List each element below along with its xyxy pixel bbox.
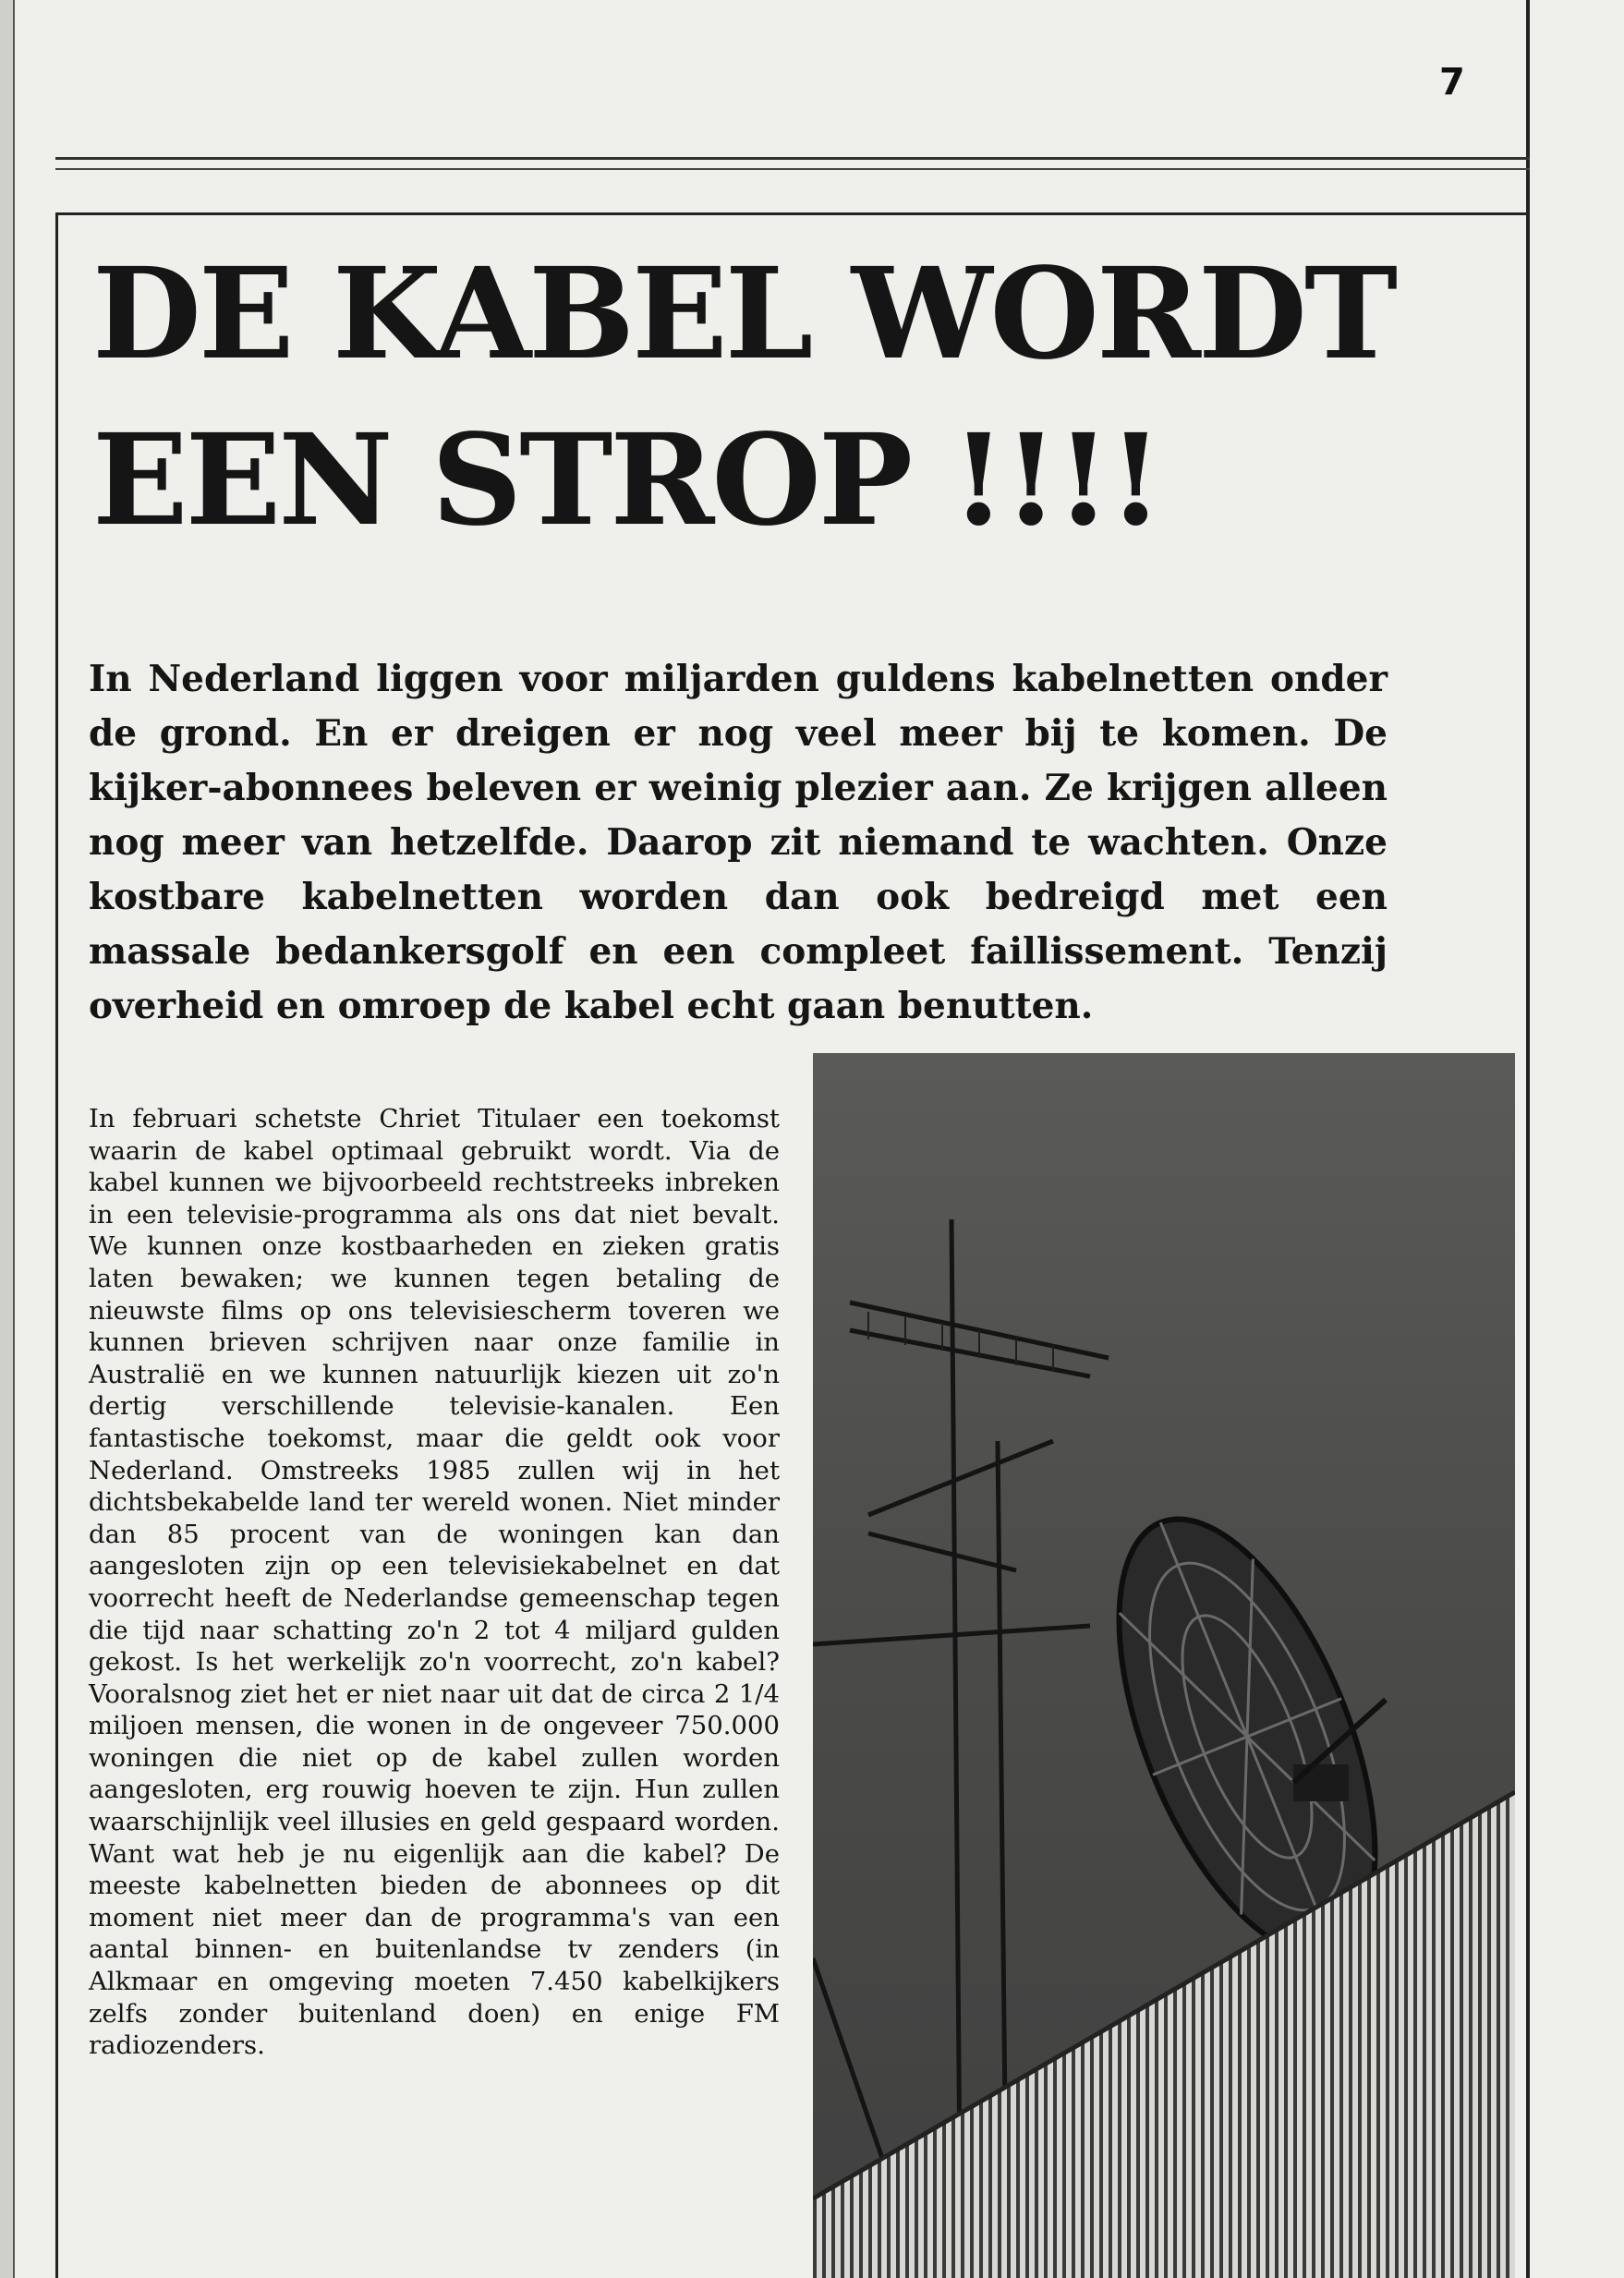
header-rule-bottom	[55, 168, 1530, 170]
headline-line-2: EEN STROP !!!!	[92, 406, 1161, 554]
article-body: In februari schetste Chriet Titulaer een toekomst waarin de kabel optimaal gebruikt wordt. Via de kabel kunnen we bijvoorbeeld rechtstreeks inbreken in een televisie-programma als ons dat niet bevalt. We kunnen onze kostbaarheden en zieken gratis laten bewaken; we kunnen tegen betaling de nieuwste films op ons televisiescherm toveren we kunnen brieven schrijven naar onze familie in Australië en we kunnen natuurlijk kiezen uit zo'n dertig verschillende televisie-kanalen. Een fantastische toekomst, maar die geldt ook voor Nederland. Omstreeks 1985 zullen wij in het dichtsbekabelde land ter wereld wonen. Niet minder dan 85 procent van de woningen kan dan aangesloten zijn op een televisiekabelnet en dat voorrecht heeft de Nederlandse gemeenschap tegen die tijd naar schatting zo'n 2 tot 4 miljard gulden gekost. Is het werkelijk zo'n voorrecht, zo'n kabel? Vooralsnog ziet het er niet naar uit dat de circa 2 1/4 miljoen mensen, die wonen in de ongeveer 750.000 woningen die niet op de kabel zullen worden aangesloten, erg rouwig hoeven te zijn. Hun zullen waarschijnlijk veel illusies en geld gespaard worden. Want wat heb je nu eigenlijk aan die kabel? De meeste kabelnetten bieden de abonnees op dit moment niet meer dan de programma's van een aantal binnen- en buitenlandse tv zenders (in Alkmaar en omgeving moeten 7.450 kabelkijkers zelfs zonder buitenland doen) en enige FM radiozenders.	[89, 1104, 780, 2061]
headline-line-1: DE KABEL WORDT	[92, 240, 1396, 388]
satellite-dish-photo	[813, 1053, 1515, 2278]
article-headline	[92, 231, 1497, 563]
page-number: 7	[1439, 61, 1465, 103]
page-binding-edge	[0, 0, 15, 2278]
article-intro: In Nederland liggen voor miljarden guldens kabelnetten onder de grond. En er dreigen er nog veel meer bij te komen. De kijker-abonnees beleven er weinig plezier aan. Ze krijgen alleen nog meer van hetzelfde. Daarop zit niemand te wachten. Onze kostbare kabelnetten worden dan ook bedreigd met een massale bedankersgolf en een compleet faillissement. Tenzij overheid en omroep de kabel echt gaan benutten.	[89, 658, 1388, 1027]
header-rule-top	[55, 157, 1530, 160]
